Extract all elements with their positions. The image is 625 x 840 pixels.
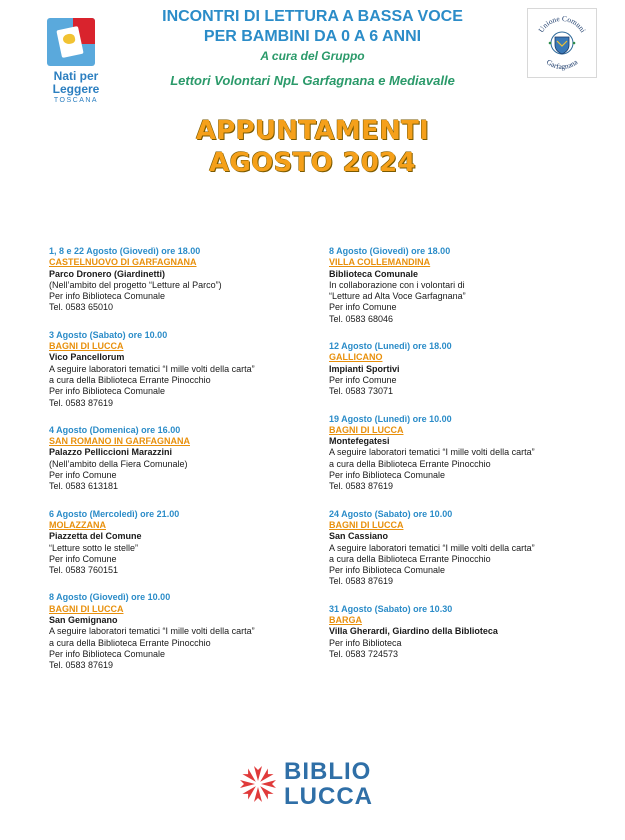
event-venue: San Gemignano (49, 615, 118, 626)
npl-name-line2: Leggere (52, 82, 100, 96)
event-date: 8 Agosto (Giovedì) ore 18.00 (329, 246, 451, 256)
event-line: a cura della Biblioteca Errante Pinocchio (49, 637, 211, 648)
npl-region: TOSCANA (53, 97, 99, 104)
npl-name (40, 70, 112, 96)
group-name: Lettori Volontari NpL Garfagnana e Mediavalle (170, 73, 455, 88)
event-place: GALLICANO (329, 352, 383, 363)
event-date: 4 Agosto (Domenica) ore 16.00 (49, 424, 181, 435)
event-place: BAGNI DI LUCCA (329, 424, 404, 435)
event-venue: Impianti Sportivi (329, 363, 400, 374)
event-place: BAGNI DI LUCCA (329, 519, 404, 530)
npl-logo (40, 18, 104, 108)
event-line: (Nell’ambito della Fiera Comunale) (49, 458, 188, 469)
union-seal-logo (527, 8, 597, 78)
event-venue: Piazzetta del Comune (49, 531, 142, 542)
event-line: Per info Comune (49, 553, 117, 564)
event-item (49, 246, 311, 314)
event-line: Tel. 0583 73071 (329, 386, 394, 397)
event-line: Per info Biblioteca Comunale (329, 565, 446, 576)
event-item (49, 509, 311, 577)
events-right-column (329, 246, 609, 660)
biblio-lucca-logo (236, 756, 396, 812)
event-venue: Vico Pancellorum (49, 352, 125, 363)
npl-name-line1: Nati per (53, 69, 99, 83)
event-line: Tel. 0583 65010 (49, 302, 114, 313)
biblio-brand-line1: BIBLIO (284, 758, 372, 785)
headline-month: AGOSTO 2024 (209, 148, 416, 178)
event-line: A seguire laboratori tematici “I mille volti della carta” (49, 626, 255, 637)
event-venue: Biblioteca Comunale (329, 268, 419, 279)
event-venue: San Cassiano (329, 531, 389, 542)
event-item (49, 330, 311, 409)
event-line: “Letture sotto le stelle” (49, 542, 139, 553)
event-date: 31 Agosto (Sabato) ore 10.30 (329, 603, 453, 614)
event-venue: Montefegatesi (329, 436, 390, 447)
headline-appointments: APPUNTAMENTI (195, 116, 430, 146)
event-line: a cura della Biblioteca Errante Pinocchio (49, 374, 211, 385)
event-line: A seguire laboratori tematici “I mille volti della carta” (329, 447, 535, 458)
biblio-brand-line2: LUCCA (284, 783, 373, 810)
union-seal-top-text: Unione Comuni (536, 13, 588, 35)
event-item (329, 604, 609, 660)
biblio-flower-icon (236, 762, 280, 806)
event-place: VILLA COLLEMANDINA (329, 257, 431, 268)
event-item (49, 425, 311, 493)
event-line: Per info Biblioteca Comunale (49, 648, 166, 659)
event-line: Per info Biblioteca Comunale (49, 386, 166, 397)
union-seal-bottom-text: Garfagnana (544, 57, 580, 72)
event-line: Per info Comune (329, 302, 397, 313)
event-line: Per info Comune (49, 470, 117, 481)
event-item (329, 414, 609, 493)
event-line: a cura della Biblioteca Errante Pinocchio (329, 458, 491, 469)
event-place: SAN ROMANO IN GARFAGNANA (49, 436, 190, 447)
event-item (329, 341, 609, 397)
events-left-column (49, 246, 311, 672)
event-place: BARGA (329, 615, 362, 626)
event-line: Tel. 0583 87619 (329, 576, 394, 587)
event-line: Per info Comune (329, 374, 397, 385)
event-venue: Palazzo Pelliccioni Marazzini (49, 447, 173, 458)
event-date: 12 Agosto (Lunedì) ore 18.00 (329, 341, 452, 352)
event-item (329, 509, 609, 588)
event-venue: Parco Dronero (Giardinetti) (49, 268, 166, 279)
event-place: CASTELNUOVO DI GARFAGNANA (49, 257, 197, 268)
event-line: Tel. 0583 87619 (329, 481, 394, 492)
event-line: a cura della Biblioteca Errante Pinocchio (329, 553, 491, 564)
event-line: In collaborazione con i volontari di (329, 279, 465, 290)
event-date: 3 Agosto (Sabato) ore 10.00 (49, 329, 168, 340)
svg-text:Unione Comuni (536, 14, 587, 34)
event-item (329, 246, 609, 325)
event-line: Per info Biblioteca Comunale (329, 470, 446, 481)
event-place: BAGNI DI LUCCA (49, 341, 124, 352)
event-line: Tel. 0583 724573 (329, 648, 399, 659)
event-line: Tel. 0583 68046 (329, 313, 394, 324)
event-place: BAGNI DI LUCCA (49, 603, 124, 614)
event-line: Per info Biblioteca (329, 637, 402, 648)
event-venue: Villa Gherardi, Giardino della Biblioteca (329, 626, 498, 637)
event-item (49, 592, 311, 671)
event-line: A seguire laboratori tematici “I mille volti della carta” (49, 363, 255, 374)
event-line: Tel. 0583 613181 (49, 481, 119, 492)
event-line: Tel. 0583 87619 (49, 660, 114, 671)
event-place: MOLAZZANA (49, 519, 106, 530)
event-date: 19 Agosto (Lunedì) ore 10.00 (329, 413, 452, 424)
npl-book-icon (47, 18, 95, 66)
event-line: Tel. 0583 760151 (49, 565, 119, 576)
title-line2: PER BAMBINI DA 0 A 6 ANNI (203, 28, 422, 45)
event-line: (Nell’ambito del progetto “Letture al Parco”) (49, 279, 222, 290)
title-line1: INCONTRI DI LETTURA A BASSA VOCE (162, 8, 463, 25)
event-line: A seguire laboratori tematici “I mille volti della carta” (329, 542, 535, 553)
event-date: 8 Agosto (Giovedì) ore 10.00 (49, 592, 171, 603)
event-line: Per info Biblioteca Comunale (49, 291, 166, 302)
curated-by: A cura del Gruppo (260, 49, 365, 63)
event-date: 1, 8 e 22 Agosto (Giovedì) ore 18.00 (49, 246, 201, 256)
event-date: 6 Agosto (Mercoledì) ore 21.00 (49, 508, 180, 519)
svg-text:Garfagnana (545, 57, 580, 71)
event-line: “Letture ad Alta Voce Garfagnana” (329, 291, 466, 302)
event-line: Tel. 0583 87619 (49, 397, 114, 408)
event-date: 24 Agosto (Sabato) ore 10.00 (329, 508, 453, 519)
